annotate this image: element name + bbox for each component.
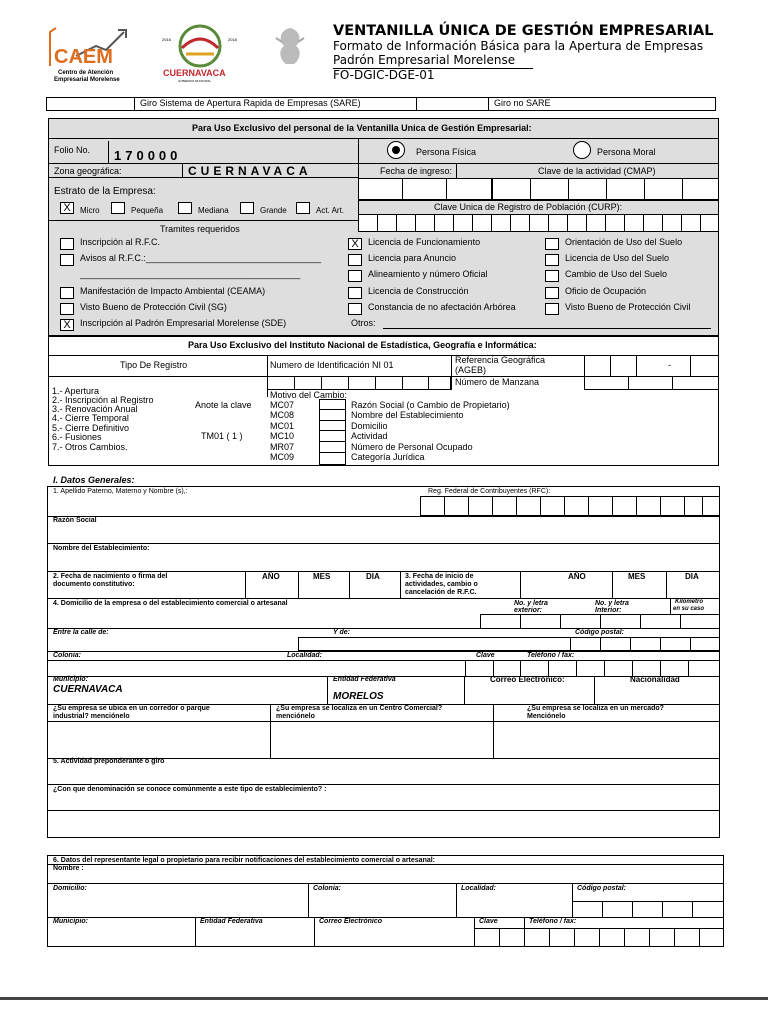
ventanilla-heading: Para Uso Exclusivo del personal de la Ventanilla Unica de Gestión Empresarial: (192, 123, 532, 133)
tramite-c3-2: Cambio de Uso del Suelo (565, 269, 668, 279)
page-subtitle-2: Padrón Empresarial Morelense (333, 53, 516, 67)
ref-geo-label-2: (AGEB) (455, 365, 487, 375)
rfc-boxes[interactable] (420, 496, 720, 516)
mediana-checkbox[interactable] (178, 202, 192, 214)
cuernavaca-emblem-icon (160, 22, 250, 70)
mercado-label-1: ¿Su empresa se localiza en un mercado? (527, 705, 664, 712)
fecha-ingreso-boxes[interactable] (358, 178, 492, 200)
centro-label-1: ¿Su empresa se localiza en un Centro Comercial? (276, 705, 443, 712)
tramite-c1-0: Inscripción al R.F.C. (80, 237, 161, 247)
motivo-code-4: MR07 (270, 442, 295, 452)
fecha-inicio-label-3: cancelación de R.F.C. (405, 589, 477, 596)
act-art-label: Act. Art. (316, 206, 345, 215)
no-int-label-1: No. y letra (595, 600, 629, 607)
persona-fisica-radio[interactable] (386, 140, 406, 160)
km-label-1: Kilómetro (675, 599, 704, 605)
rep-domicilio-label: Domicilio: (53, 885, 87, 892)
tramite-c1-4: Visto Bueno de Protección Civil (SG) (80, 302, 227, 312)
motivo-cambio-label: Motivo del Cambio: (270, 390, 348, 400)
representante-heading: 6. Datos del representante legal o propietario para recibir notificaciones del establecimiento comercial o artesanal: (53, 857, 436, 864)
tramite-c1-5: Inscripción al Padrón Empresarial Morelense (SDE) (80, 318, 287, 328)
tipo-registro-0: 1.- Apertura (52, 386, 100, 396)
rep-municipio-label: Municipio: (53, 918, 88, 925)
rep-colonia-label: Colonia: (313, 885, 341, 892)
year-left: 2016 (162, 37, 171, 42)
entre-calle-field[interactable] (298, 637, 720, 651)
act-art-checkbox[interactable] (296, 202, 310, 214)
entre-calle-label: Entre la calle de: (53, 629, 109, 636)
ref-geo-label-1: Referencia Geográfica (455, 355, 546, 365)
cuernavaca-subtitle: GOBIERNO MUNICIPAL (178, 79, 212, 83)
tramite-c2-1: Licencia para Anuncio (368, 253, 457, 263)
grande-label: Grande (260, 206, 287, 215)
tramite-c3-3: Oficio de Ocupación (565, 286, 647, 296)
cuernavaca-logo-text: CUERNAVACA (163, 68, 226, 78)
tm01-value: TM01 ( 1 ) (201, 431, 243, 441)
motivo-code-2: MC01 (270, 421, 295, 431)
entidad-label: Entidad Federativa (333, 676, 396, 683)
estrato-label: Estrato de la Empresa: (54, 186, 156, 197)
caem-logo-text: CAEM (54, 46, 113, 68)
no-ext-label-1: No. y letra (514, 600, 548, 607)
actividad-label: 5. Actividad preponderante o giro (53, 758, 165, 765)
fecha-nac-ano: AÑO (262, 572, 280, 581)
fecha-inicio-label-2: actividades, cambio o (405, 581, 478, 588)
cambio-3: Actividad (351, 431, 388, 441)
domicilio-label: 4. Domicilio de la empresa o del establecimiento comercial o artesanal (53, 600, 288, 607)
ageb-dash: - (668, 360, 671, 370)
rep-cp-boxes[interactable] (572, 901, 724, 917)
no-ext-label-2: exterior: (514, 607, 543, 614)
page-subtitle-1: Formato de Información Básica para la Apertura de Empresas (333, 39, 704, 53)
municipio-value: CUERNAVACA (53, 684, 123, 695)
mercado-label-2: Menciónelo (527, 713, 566, 720)
localidad-label: Localidad: (287, 652, 323, 659)
tipo-registro-6: 7.- Otros Cambios. (52, 442, 128, 452)
fecha-nac-mes: MES (313, 572, 331, 581)
motivo-code-5: MC09 (270, 452, 295, 462)
rfc-label: Reg. Federal de Contribuyentes (RFC): (428, 488, 551, 495)
cambio-4: Número de Personal Ocupado (351, 442, 473, 452)
colonia-field[interactable] (47, 660, 720, 676)
centro-label-2: menciónelo (276, 713, 315, 720)
year-right: 2018 (228, 37, 237, 42)
alineamiento-checkbox[interactable] (348, 270, 362, 282)
folio-value: 170000 (114, 148, 182, 163)
page-title: VENTANILLA ÚNICA DE GESTIÓN EMPRESARIAL (333, 23, 714, 39)
tipo-registro-5: 6.- Fusiones (52, 432, 102, 442)
orientacion-suelo-checkbox[interactable] (545, 238, 559, 250)
fecha-nac-dia: DIA (366, 572, 380, 581)
clave-label: Clave (476, 652, 495, 659)
tramite-c3-4: Visto Bueno de Protección Civil (565, 302, 691, 312)
rfc-avisos-checkbox[interactable] (60, 254, 74, 266)
corredor-label-2: industrial? menciónelo (53, 713, 130, 720)
protecion-civil-checkbox[interactable] (545, 303, 559, 315)
tramite-c2-2: Alineamiento y número Oficial (368, 269, 488, 279)
tipo-registro-1: 2.- Inscripción al Registro (52, 395, 154, 405)
constancia-arborea-checkbox[interactable] (348, 303, 362, 315)
fecha-inicio-label-1: 3. Fecha de inicio de (405, 573, 474, 580)
motivo-code-1: MC08 (270, 410, 295, 420)
rep-entidad-label: Entidad Federativa (200, 918, 263, 925)
giro-sare-label: Giro Sistema de Apertura Rapida de Empresas (SARE) (140, 98, 361, 108)
manzana-boxes[interactable] (584, 376, 719, 390)
motivo-code-3: MC10 (270, 431, 295, 441)
otros-field[interactable] (383, 328, 711, 329)
tramite-c3-0: Orientación de Uso del Suelo (565, 237, 683, 247)
oficio-ocupacion-checkbox[interactable] (545, 287, 559, 299)
cuernavaca-logo (160, 22, 250, 84)
fecha-ingreso-label: Fecha de ingreso: (380, 166, 453, 176)
correo-label: Correo Electrónico: (490, 675, 565, 684)
licencia-anuncio-checkbox[interactable] (348, 254, 362, 266)
zona-value: CUERNAVACA (188, 164, 312, 178)
ceama-checkbox[interactable] (60, 287, 74, 299)
otros-label: Otros: (351, 318, 376, 328)
no-int-label-2: Interior: (595, 607, 622, 614)
persona-moral-radio[interactable] (572, 140, 592, 160)
fecha-nac-label-1: 2. Fecha de nacimiento o firma del (53, 573, 168, 580)
entidad-value: MORELOS (333, 691, 384, 702)
fecha-nac-label-2: documento constitutivo: (53, 581, 135, 588)
motivo-code-0: MC07 (270, 400, 295, 410)
persona-moral-label: Persona Moral (597, 147, 656, 157)
tramite-c1-1: Avisos al R.F.C.:___________________________________ (80, 253, 322, 263)
pequena-checkbox[interactable] (111, 202, 125, 214)
tramite-c1-2: ____________________________________________ (80, 269, 301, 279)
nacionalidad-label: Nacionalidad (630, 675, 680, 684)
rfc-inscripcion-checkbox[interactable] (60, 238, 74, 250)
rep-correo-label: Correo Electrónico (319, 918, 383, 925)
curp-label: Clave Unica de Registro de Población (CURP): (434, 202, 623, 212)
cambio-2: Domicilio (351, 421, 388, 431)
zona-label: Zona geográfica: (54, 166, 122, 176)
fecha-inicio-ano: AÑO (568, 572, 586, 581)
cambio-suelo-checkbox[interactable] (545, 270, 559, 282)
inegi-heading: Para Uso Exclusivo del Instituto Nacional de Estadística, Geografía e Informática: (188, 340, 537, 350)
apellido-label: 1. Apellido Paterno, Materno y Nombre (s),: (53, 488, 188, 495)
tramite-c2-4: Constancia de no afectación Arbórea (368, 302, 516, 312)
licencia-construccion-checkbox[interactable] (348, 287, 362, 299)
tipo-registro-4: 5.- Cierre Definitivo (52, 423, 130, 433)
rep-telefono-label: Teléfono / fax: (529, 918, 577, 925)
cambio-5: Categoría Jurídica (351, 452, 425, 462)
padron-sde-checkbox[interactable]: X (60, 319, 74, 331)
curp-boxes[interactable] (358, 214, 719, 232)
fecha-inicio-dia: DIA (685, 572, 699, 581)
y-de-label: Y de: (333, 629, 350, 636)
razon-social-label: Razón Social (53, 517, 97, 524)
tramite-c1-3: Manifestación de Impacto Ambiental (CEAMA) (80, 286, 266, 296)
rep-cp-label: Código postal: (577, 885, 626, 892)
morelos-emblem-icon (272, 24, 308, 68)
tipo-registro-label: Tipo De Registro (120, 360, 188, 370)
municipio-label: Municipio: (53, 676, 88, 683)
mediana-label: Mediana (198, 206, 229, 215)
caem-logo (46, 22, 136, 84)
codigo-postal-label: Código postal: (575, 629, 624, 636)
cambio-1: Nombre del Establecimiento (351, 410, 464, 420)
caem-subtitle-2: Empresarial Morelense (54, 77, 120, 83)
caem-subtitle-1: Centro de Atención (58, 70, 114, 76)
tramite-c2-0: Licencia de Funcionamiento (368, 237, 481, 247)
corredor-label-1: ¿Su empresa se ubica en un corredor o parque (53, 705, 210, 712)
licencia-suelo-checkbox[interactable] (545, 254, 559, 266)
fecha-inicio-mes: MES (628, 572, 646, 581)
ni-label: Numero de Identificación NI 01 (270, 360, 394, 370)
tramite-c3-1: Licencia de Uso del Suelo (565, 253, 670, 263)
giro-no-sare-label: Giro no SARE (494, 98, 551, 108)
km-label-2: en su caso (673, 606, 705, 612)
tipo-registro-3: 4.- Cierre Temporal (52, 413, 129, 423)
protecion-civil-sg-checkbox[interactable] (60, 303, 74, 315)
tipo-registro-2: 3.- Renovación Anual (52, 404, 138, 414)
nombre-establecimiento-label: Nombre del Establecimiento: (53, 545, 150, 552)
rep-clave-label: Clave (479, 918, 498, 925)
datos-generales-heading: I. Datos Generales: (53, 475, 135, 485)
pequena-label: Pequeña (131, 206, 164, 215)
rep-localidad-label: Localidad: (461, 885, 497, 892)
micro-label: Micro (80, 206, 100, 215)
tramites-label: Tramites requeridos (160, 224, 240, 234)
denominacion-label: ¿Con que denominación se conoce comúnmente a este tipo de establecimiento? : (53, 786, 327, 793)
tramite-c2-3: Licencia de Construcción (368, 286, 469, 296)
colonia-label: Colonia: (53, 652, 81, 659)
form-code: FO-DGIC-DGE-01 (333, 68, 435, 82)
manzana-label: Número de Manzana (455, 377, 540, 387)
page-bottom-rule (0, 997, 768, 1000)
grande-checkbox[interactable] (240, 202, 254, 214)
micro-checkbox[interactable]: X (60, 202, 74, 214)
licencia-funcionamiento-checkbox[interactable]: X (348, 238, 362, 250)
clave-actividad-label: Clave de la actividad (CMAP) (538, 166, 656, 176)
telefono-label: Teléfono / fax: (527, 652, 575, 659)
persona-fisica-label: Persona Física (416, 147, 477, 157)
folio-label: Folio No. (54, 145, 91, 155)
anote-clave-label: Anote la clave (195, 400, 252, 410)
rep-nombre-label: Nombre : (53, 865, 84, 872)
cambio-0: Razón Social (o Cambio de Propietario) (351, 400, 510, 410)
